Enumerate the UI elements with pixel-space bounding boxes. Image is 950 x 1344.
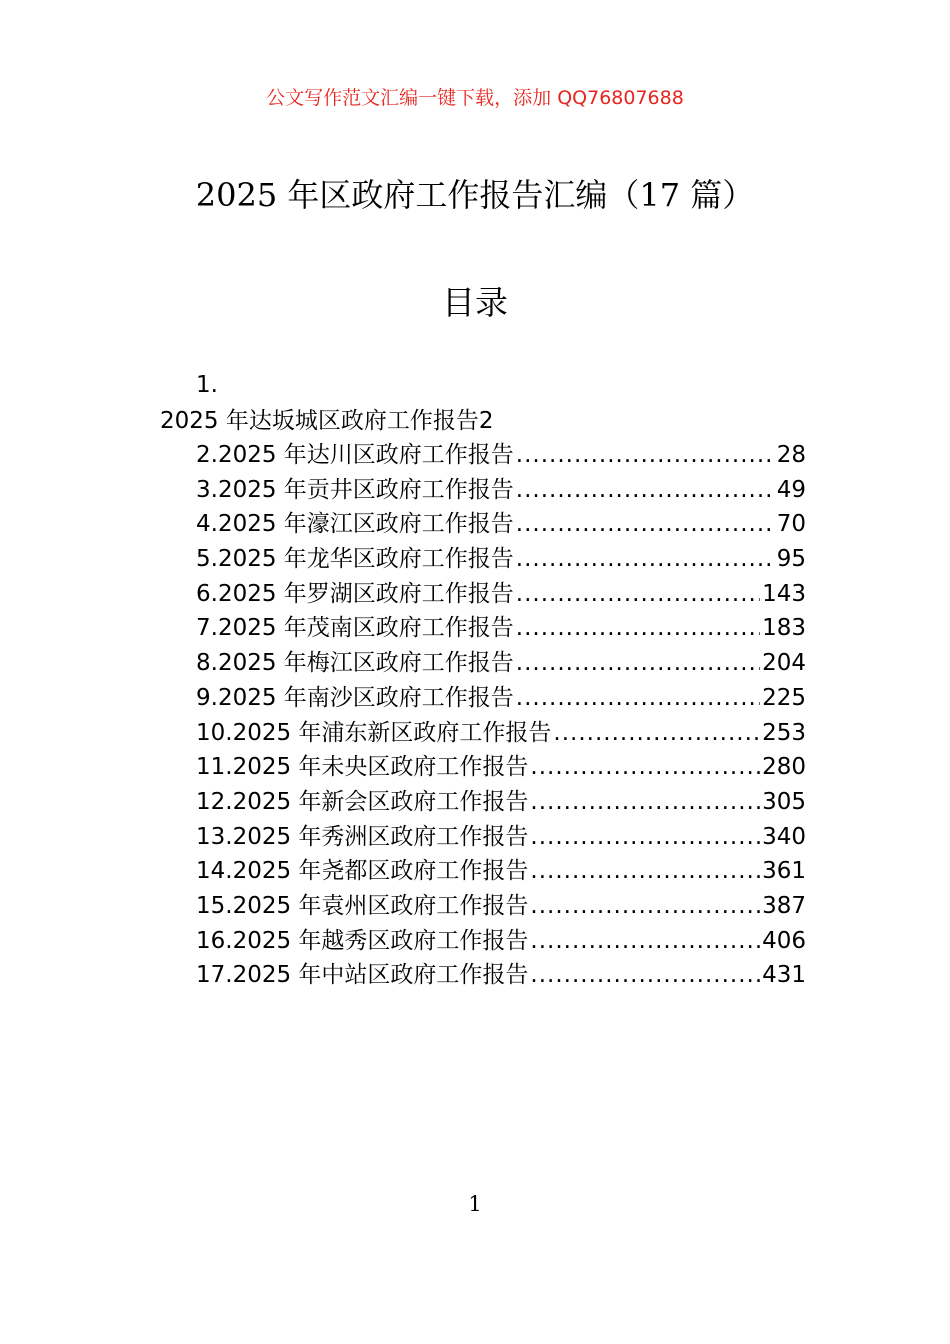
toc-entry [196,507,806,542]
toc-entry-title: 3.2025 年贡井区政府工作报告 [196,476,514,503]
toc-entry-title: 16.2025 年越秀区政府工作报告 [196,927,529,954]
dot-leader [516,646,760,681]
dot-leader [516,438,775,473]
download-note: 公文写作范文汇编一键下载，添加 QQ76807688 [266,87,684,109]
dot-leader [516,473,775,508]
toc-entry [196,958,806,993]
toc-entry-title: 14.2025 年尧都区政府工作报告 [196,858,529,885]
toc-list [196,438,806,993]
toc-entry-title: 12.2025 年新会区政府工作报告 [196,788,529,815]
toc-entry-title: 5.2025 年龙华区政府工作报告 [196,546,514,573]
toc-entry-page: 183 [762,615,806,642]
toc-entry-page: 280 [762,754,806,781]
toc-entry-page: 49 [776,476,806,503]
toc-entry [196,854,806,889]
toc-entry-page: 361 [762,858,806,885]
toc-entry [196,473,806,508]
toc-entry-1-number: 1. [196,372,218,398]
dot-leader [530,889,760,924]
toc-entry-title: 11.2025 年未央区政府工作报告 [196,754,529,781]
dot-leader [530,854,760,889]
toc-entry [196,820,806,855]
page-number: 1 [468,1192,482,1216]
toc-entry-page: 431 [762,962,806,989]
document-title: 2025 年区政府工作报告汇编（17 篇） [195,176,755,214]
toc-entry [196,750,806,785]
toc-entry-title: 10.2025 年浦东新区政府工作报告 [196,719,552,746]
dot-leader [530,750,760,785]
toc-entry-title: 15.2025 年袁州区政府工作报告 [196,892,529,919]
toc-entry-page: 305 [762,788,806,815]
dot-leader [516,542,775,577]
dot-leader [530,924,760,959]
dot-leader [516,577,760,612]
dot-leader [516,681,760,716]
dot-leader [530,820,760,855]
dot-leader [530,958,760,993]
toc-entry-title: 9.2025 年南沙区政府工作报告 [196,684,514,711]
toc-heading: 目录 [442,283,508,322]
toc-entry-page: 143 [762,580,806,607]
toc-entry-1-title: 2025 年达坂城区政府工作报告2 [160,408,494,434]
dot-leader [516,611,760,646]
toc-entry-page: 340 [762,823,806,850]
toc-entry [196,681,806,716]
toc-entry-page: 95 [776,546,806,573]
toc-entry-page: 28 [776,442,806,468]
dot-leader [516,507,775,542]
toc-entry-page: 253 [762,719,806,746]
toc-entry-page: 204 [762,650,806,677]
toc-entry-title: 7.2025 年茂南区政府工作报告 [196,615,514,642]
toc-entry-page: 387 [762,892,806,919]
toc-entry [196,438,806,473]
toc-entry-title: 4.2025 年濠江区政府工作报告 [196,511,514,538]
toc-entry-title: 17.2025 年中站区政府工作报告 [196,962,529,989]
toc-entry-page: 406 [762,927,806,954]
dot-leader [530,785,760,820]
toc-entry [196,785,806,820]
toc-entry-page: 225 [762,684,806,711]
toc-entry [196,542,806,577]
toc-entry [196,716,806,751]
toc-entry [196,646,806,681]
dot-leader [553,716,760,751]
toc-entry-title: 6.2025 年罗湖区政府工作报告 [196,580,514,607]
toc-entry-title: 2.2025 年达川区政府工作报告 [196,442,514,468]
toc-entry [196,924,806,959]
toc-entry [196,611,806,646]
toc-entry-page: 70 [776,511,806,538]
toc-entry [196,577,806,612]
toc-entry-title: 13.2025 年秀洲区政府工作报告 [196,823,529,850]
toc-entry-title: 8.2025 年梅江区政府工作报告 [196,650,514,677]
toc-entry [196,889,806,924]
